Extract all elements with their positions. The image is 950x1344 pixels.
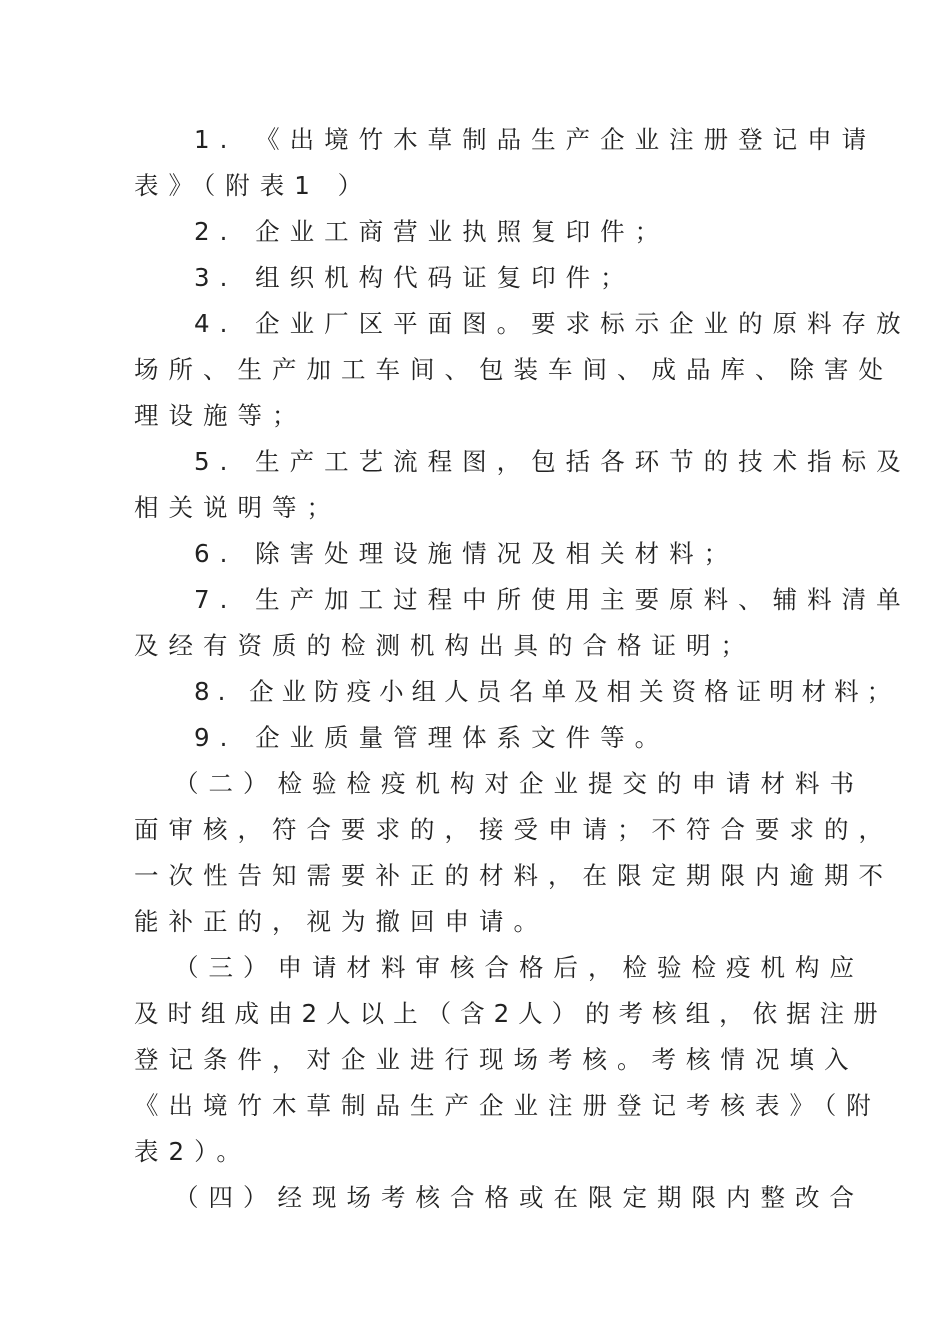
item-3: 3. 组织机构代码证复印件； [194,263,635,292]
section-2-line-3: 一次性告知需要补正的材料，在限定期限内逾期不 [134,861,893,890]
section-3-line-4: 《出境竹木草制品生产企业注册登记考核表》（附 [134,1091,881,1120]
section-3-line-1: （三）申请材料审核合格后，检验检疫机构应 [174,953,864,982]
section-3-line-2: 及时组成由2人以上（含2人）的考核组，依据注册 [134,999,887,1028]
item-8: 8. 企业防疫小组人员名单及相关资格证明材料； [194,677,900,706]
item-1-line-2: 表》（附表1 ） [134,171,373,200]
item-9: 9. 企业质量管理体系文件等。 [194,723,670,752]
item-6: 6. 除害处理设施情况及相关材料； [194,539,739,568]
item-5-line-1: 5. 生产工艺流程图，包括各环节的技术指标及 [194,447,911,476]
section-4-line-1: （四）经现场考核合格或在限定期限内整改合 [174,1183,864,1212]
item-4-line-3: 理设施等； [134,401,307,430]
item-4-line-2: 场所、生产加工车间、包装车间、成品库、除害处 [134,355,893,384]
section-2-line-2: 面审核，符合要求的，接受申请；不符合要求的， [134,815,893,844]
item-5-line-2: 相关说明等； [134,493,341,522]
section-3-line-3: 登记条件，对企业进行现场考核。考核情况填入 [134,1045,859,1074]
item-1-line-1: 1. 《出境竹木草制品生产企业注册登记申请 [194,125,877,154]
section-2-line-1: （二）检验检疫机构对企业提交的申请材料书 [174,769,864,798]
section-2-line-4: 能补正的，视为撤回申请。 [134,907,548,936]
item-7-line-2: 及经有资质的检测机构出具的合格证明； [134,631,755,660]
section-3-line-5: 表2）。 [134,1137,251,1166]
item-4-line-1: 4. 企业厂区平面图。要求标示企业的原料存放 [194,309,911,338]
item-2: 2. 企业工商营业执照复印件； [194,217,670,246]
item-7-line-1: 7. 生产加工过程中所使用主要原料、辅料清单 [194,585,911,614]
